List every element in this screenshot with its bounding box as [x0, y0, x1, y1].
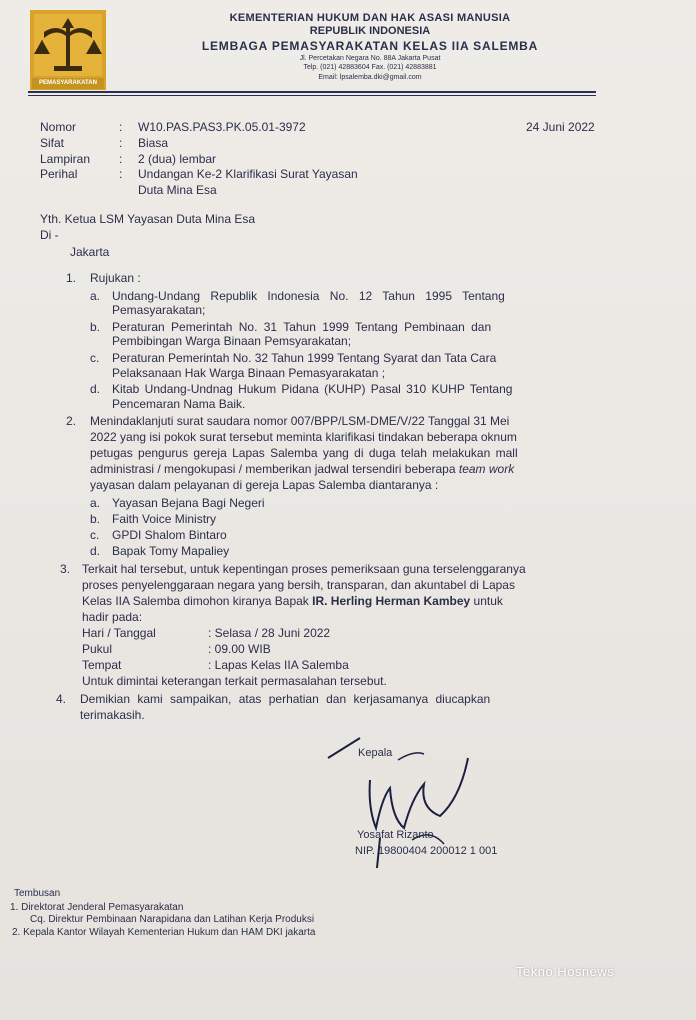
paragraph-line: hadir pada:	[82, 610, 143, 624]
nomor-value: W10.PAS.PAS3.PK.05.01-3972	[138, 120, 306, 134]
tempat-value: : Lapas Kelas IIA Salemba	[208, 658, 349, 672]
tembusan-title: Tembusan	[14, 888, 61, 899]
lampiran-label: Lampiran	[40, 152, 91, 166]
sifat-label: Sifat	[40, 136, 65, 150]
ministry-logo	[30, 10, 112, 92]
paragraph-line: proses penyelenggaraan negara yang bersih, transparan, dan akuntabel di Lapas	[82, 578, 515, 592]
paragraph-line: terimakasih.	[80, 708, 145, 722]
nomor-label: Nomor	[40, 120, 77, 134]
signature-title: Kepala	[358, 747, 393, 759]
phone: Telp. (021) 42883604 Fax. (021) 42883881	[303, 64, 437, 71]
letter-date: 24 Juni 2022	[526, 120, 595, 134]
sub-letter: a.	[90, 496, 101, 510]
reference-item: Peraturan Pemerintah No. 32 Tahun 1999 Tentang Syarat dan Tata Cara	[112, 351, 497, 365]
colon: :	[119, 152, 123, 166]
sub-letter: c.	[90, 351, 100, 365]
paragraph-line: petugas pengurus gereja Lapas Salemba yang di duga telah melakukan mall	[90, 446, 518, 460]
recipient-city: Jakarta	[70, 245, 110, 259]
tempat-label: Tempat	[82, 658, 122, 672]
header-rule-thin	[28, 95, 596, 96]
tembusan-item: 2. Kepala Kantor Wilayah Kementerian Hukum dan HAM DKI jakarta	[12, 927, 316, 938]
colon: :	[119, 120, 123, 134]
paragraph-line: Menindaklanjuti surat saudara nomor 007/BPP/LSM-DME/V/22 Tanggal 31 Mei	[90, 414, 510, 428]
yayasan-item: Yayasan Bejana Bagi Negeri	[112, 496, 265, 510]
reference-item: Kitab Undang-Undnag Hukum Pidana (KUHP) Pasal 310 KUHP Tentang	[112, 382, 513, 396]
point-number: 3.	[60, 562, 71, 576]
ministry-name: KEMENTERIAN HUKUM DAN HAK ASASI MANUSIA	[229, 12, 511, 24]
reference-item: Undang-Undang Republik Indonesia No. 12 Tahun 1995 Tentang	[112, 289, 505, 303]
sub-letter: c.	[90, 528, 100, 542]
recipient-di: Di -	[40, 228, 59, 242]
point-title: Rujukan :	[90, 271, 141, 285]
lampiran-value: 2 (dua) lembar	[138, 152, 217, 166]
header-rule	[28, 91, 596, 93]
recipient-line: Yth. Ketua LSM Yayasan Duta Mina Esa	[40, 212, 256, 226]
colon: :	[119, 136, 123, 150]
paragraph-line	[90, 462, 514, 476]
reference-item-cont: Pencemaran Nama Baik.	[112, 397, 246, 411]
yayasan-item: Faith Voice Ministry	[112, 512, 217, 526]
paragraph-line: 2022 yang isi pokok surat tersebut meminta klarifikasi tindakan beberapa oknum	[90, 430, 517, 444]
yayasan-item: GPDI Shalom Bintaro	[112, 528, 227, 542]
sub-letter: d.	[90, 544, 101, 558]
perihal-value-cont: Duta Mina Esa	[138, 183, 217, 197]
invitee-name: IR. Herling Herman Kambey	[312, 594, 471, 608]
sub-letter: d.	[90, 382, 101, 396]
hari-label: Hari / Tanggal	[82, 626, 156, 640]
perihal-value: Undangan Ke-2 Klarifikasi Surat Yayasan	[138, 167, 358, 181]
point-number: 1.	[66, 271, 77, 285]
logo-label: PEMASYARAKATAN	[32, 78, 104, 89]
pukul-value: : 09.00 WIB	[208, 642, 271, 656]
tembusan-item-cont: Cq. Direktur Pembinaan Narapidana dan Latihan Kerja Produksi	[30, 914, 315, 925]
reference-item-cont: Pelaksanaan Hak Warga Binaan Pemasyarakatan ;	[112, 366, 386, 380]
email: Email: lpsalemba.dki@gmail.com	[318, 74, 422, 81]
reference-item: Peraturan Pemerintah No. 31 Tahun 1999 Tentang Pembinaan dan	[112, 320, 492, 334]
sifat-value: Biasa	[138, 136, 169, 150]
point-number: 2.	[66, 414, 77, 428]
team-work-italic: team work	[458, 462, 515, 476]
signatory-name: Yosafat Rizanto	[357, 829, 434, 841]
sub-letter: a.	[90, 289, 101, 303]
hari-value: : Selasa / 28 Juni 2022	[208, 626, 331, 640]
reference-item-cont: Pemasyarakatan;	[112, 303, 206, 317]
paragraph-line: Untuk dimintai keterangan terkait permasalahan tersebut.	[82, 674, 387, 688]
paragraph-text: Kelas IIA Salemba dimohon kiranya Bapak	[82, 594, 313, 608]
perihal-label: Perihal	[40, 167, 78, 181]
sub-letter: b.	[90, 320, 101, 334]
colon: :	[119, 167, 123, 181]
country-name: REPUBLIK INDONESIA	[309, 25, 431, 37]
watermark: Tekno Hosnews	[516, 964, 615, 979]
paragraph-line: Terkait hal tersebut, untuk kepentingan proses pemeriksaan guna terselenggaranya	[82, 562, 526, 576]
reference-item-cont: Pembibingan Warga Binaan Pemsyarakatan;	[112, 334, 352, 348]
point-number: 4.	[56, 692, 67, 706]
tembusan-item: 1. Direktorat Jenderal Pemasyarakatan	[10, 902, 184, 913]
paragraph-line	[82, 594, 503, 608]
yayasan-item: Bapak Tomy Mapaliey	[112, 544, 230, 558]
paragraph-text: administrasi / mengokupasi / memberikan jadwal tersendiri beberapa	[90, 462, 459, 476]
paragraph-line: yayasan dalam pelayanan di gereja Lapas Salemba diantaranya :	[90, 478, 439, 492]
paragraph-line: Demikian kami sampaikan, atas perhatian dan kerjasamanya diucapkan	[80, 692, 491, 706]
address: Jl. Percetakan Negara No. 88A Jakarta Pusat	[299, 55, 441, 62]
signatory-nip: NIP. 19800404 200012 1 001	[355, 845, 498, 857]
paragraph-text: untuk	[470, 594, 503, 608]
institution-name: LEMBAGA PEMASYARAKATAN KELAS IIA SALEMBA	[201, 39, 539, 53]
pukul-label: Pukul	[82, 642, 113, 656]
sub-letter: b.	[90, 512, 101, 526]
